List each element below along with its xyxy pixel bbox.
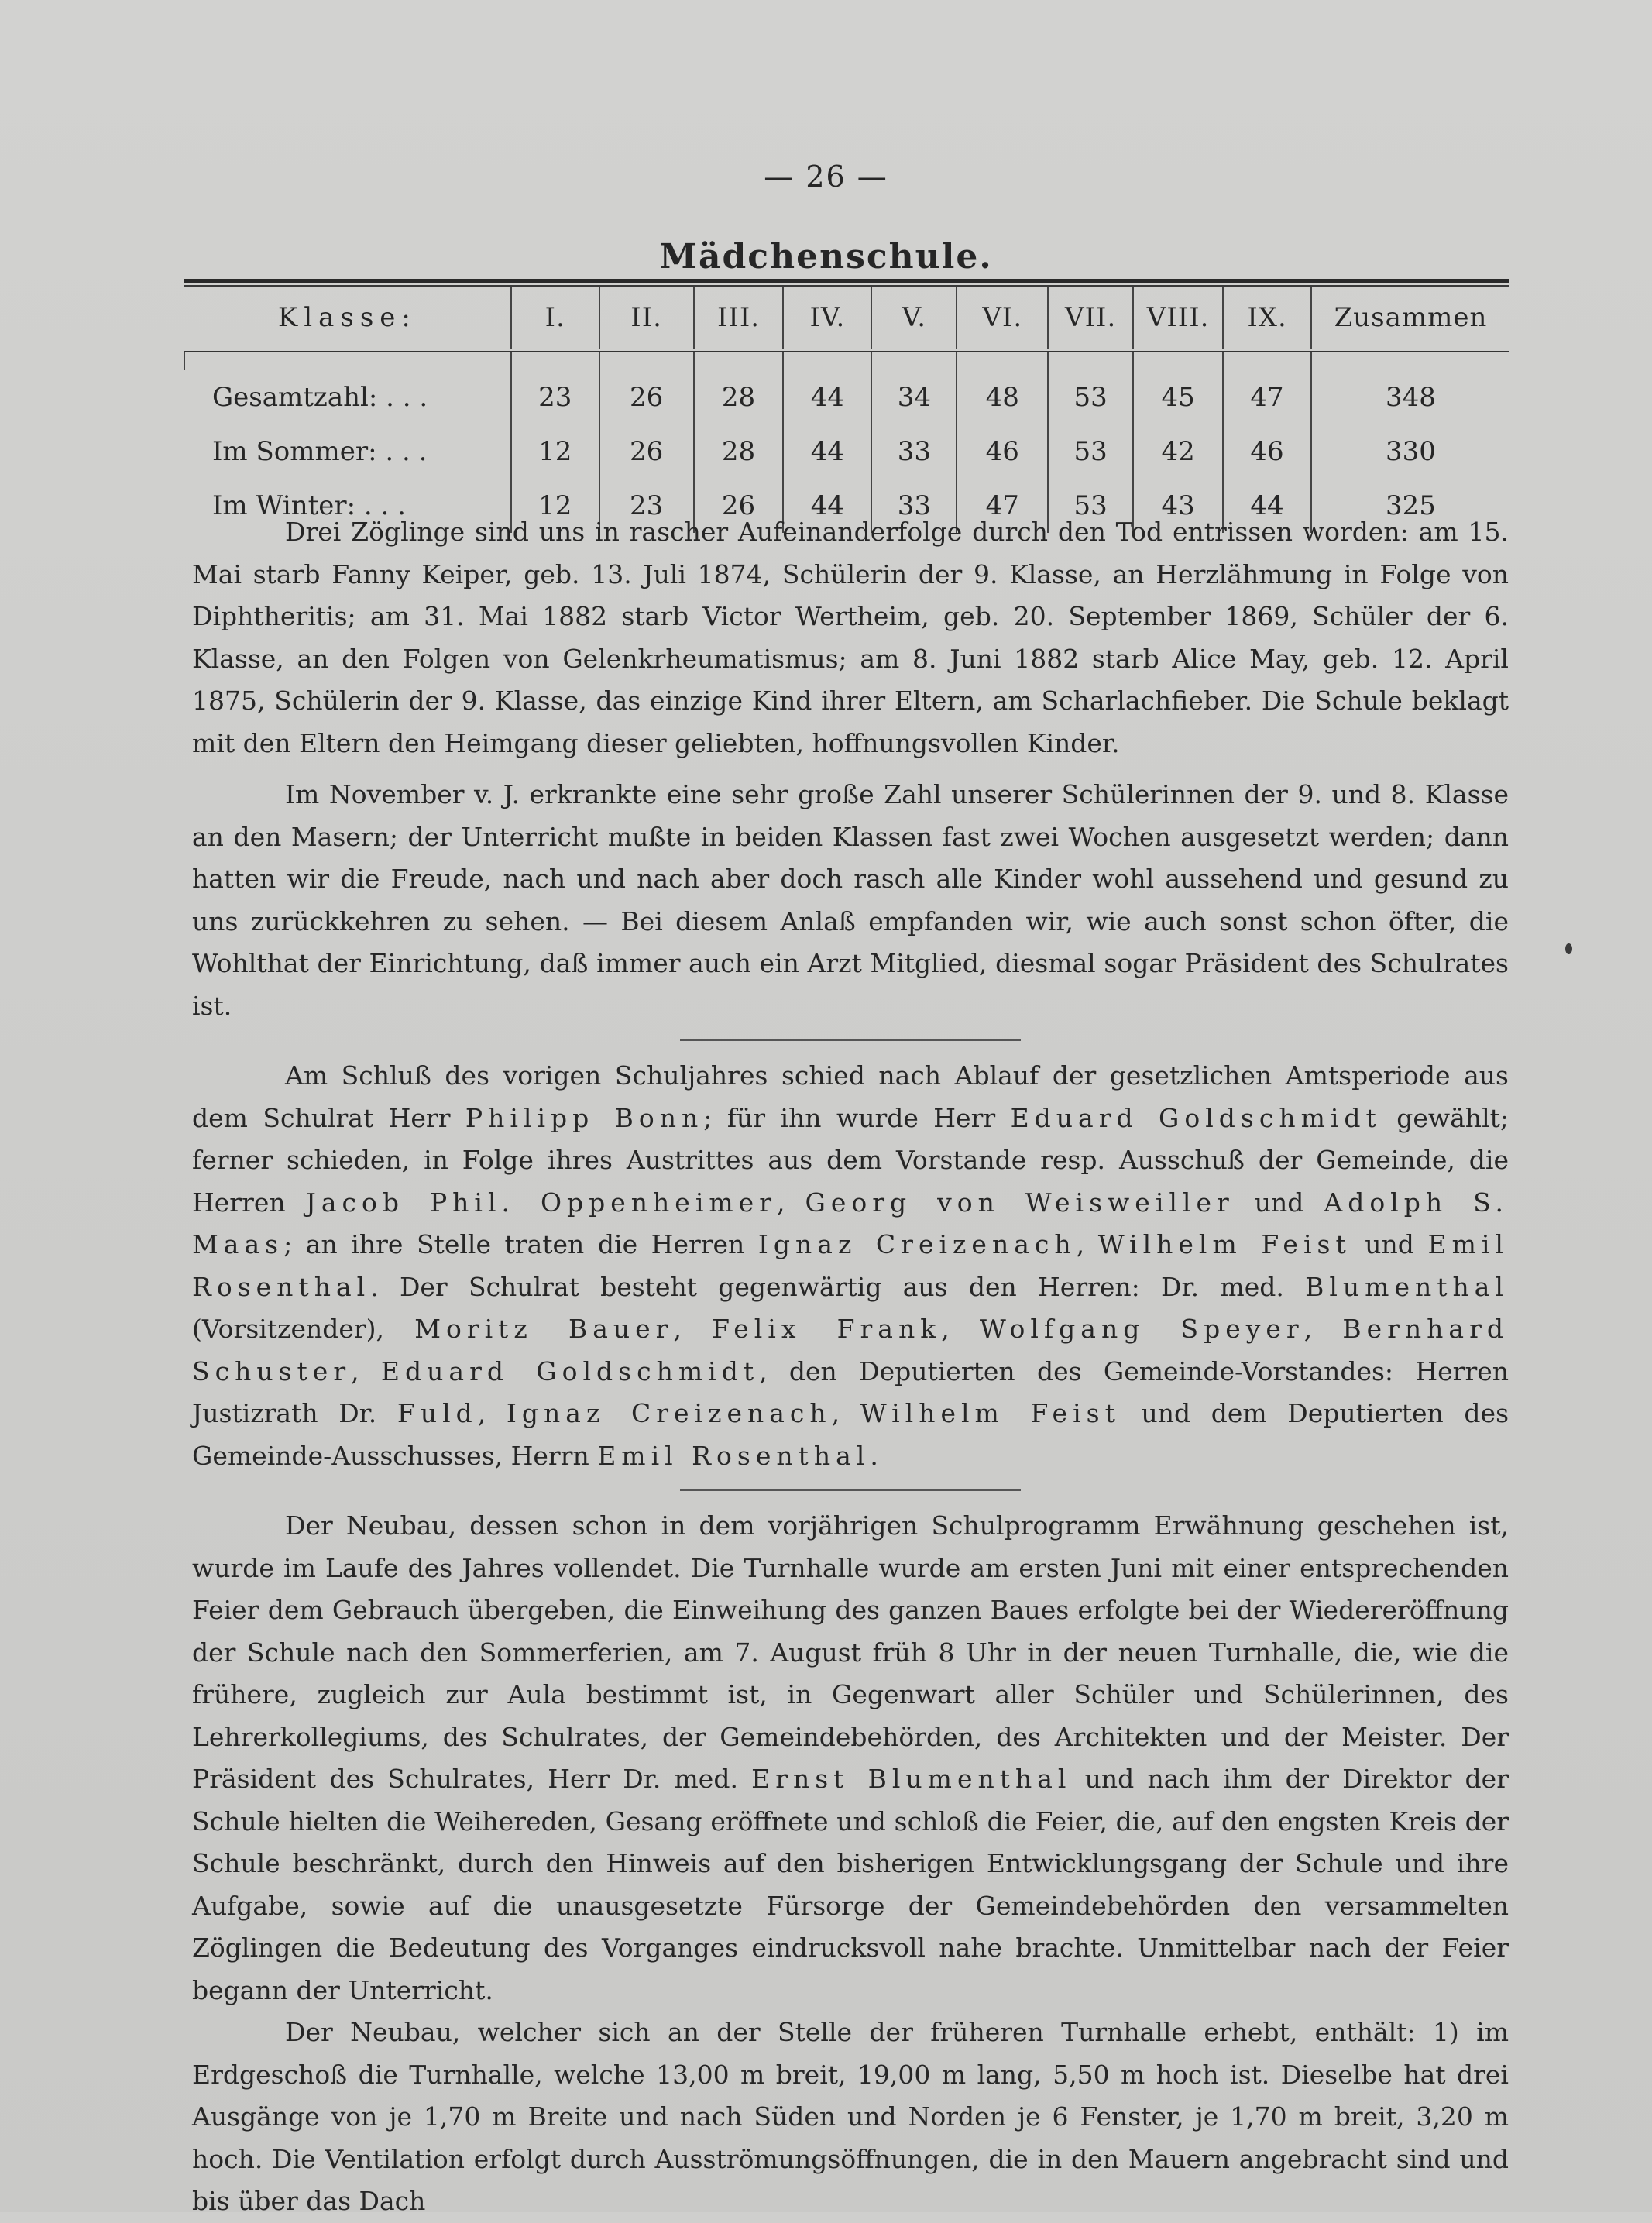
column-header: VII.: [1048, 287, 1133, 350]
column-header: V.: [871, 287, 957, 350]
table-header-row: [184, 287, 1509, 350]
table-cell: 48: [957, 370, 1048, 424]
table-cell: 26: [599, 370, 694, 424]
table-cell: 44: [783, 370, 871, 424]
body-text: [192, 511, 1509, 2223]
person-name: Ernst Blumenthal: [751, 1764, 1072, 1794]
paragraph-measles: Im November v. J. erkrankte eine sehr große Zahl unserer Schülerinnen der 9. und 8. Klasse an den Masern; der Unterricht mußte in beiden Klassen fast zwei Wochen ausgesetzt werden; dann hatten wir die Freude, nach und nach aber doch rasch alle Kinder wohl aussehend und gesund zu uns zurückkehren zu sehen. — Bei diesem Anlaß empfanden wir, wie auch sonst schon öfter, die Wohlthat der Einrichtung, daß immer auch ein Arzt Mitglied, diesmal sogar Präsident des Schulrates ist.: [192, 779, 1509, 1021]
table-cell: 47: [1223, 370, 1311, 424]
person-name: Emil Rosenthal: [597, 1440, 871, 1471]
table-cell: 330: [1311, 424, 1509, 479]
person-name: Felix Frank: [712, 1314, 942, 1344]
column-header: III.: [694, 287, 784, 350]
column-header: VI.: [957, 287, 1048, 350]
column-header: Zusammen: [1311, 287, 1509, 350]
table-cell: 12: [511, 479, 599, 533]
table-cell: 26: [599, 424, 694, 479]
table-cell: 28: [694, 370, 784, 424]
section-heading: Mädchenschule.: [659, 237, 993, 277]
page-number: — 26 —: [764, 160, 888, 194]
person-name: Fuld: [397, 1398, 478, 1428]
person-name: Wolfgang Speyer: [979, 1314, 1304, 1344]
section-divider: [680, 1489, 1021, 1491]
ink-speck: [1565, 943, 1572, 954]
table-cell: 23: [599, 479, 694, 533]
person-name: Moritz Bauer: [414, 1314, 674, 1344]
person-name: Jacob Phil. Oppenheimer: [305, 1187, 777, 1218]
row-label: Im Sommer: . . .: [212, 436, 428, 467]
person-name: Philipp Bonn: [465, 1102, 704, 1133]
table-row: [184, 370, 1509, 424]
table-cell: 46: [957, 424, 1048, 479]
table-cell: 12: [511, 424, 599, 479]
table-cell: 348: [1311, 370, 1509, 424]
person-name: Georg von Weisweiller: [805, 1187, 1235, 1218]
table-cell: 45: [1133, 370, 1223, 424]
table-top-rule: [184, 279, 1509, 283]
table-cell: 28: [694, 424, 784, 479]
column-header: VIII.: [1133, 287, 1223, 350]
table-cell: 44: [1223, 479, 1311, 533]
row-label: Im Winter: . . .: [212, 490, 406, 521]
table-row: [184, 424, 1509, 479]
person-name: Wilhelm Feist: [1097, 1229, 1351, 1259]
table-cell: 53: [1048, 424, 1133, 479]
person-name: Bernhard Schuster: [192, 1314, 1509, 1386]
paragraph-school-board: Am Schluß des vorigen Schuljahres schied nach Ablauf der gesetzlichen Amtsperiode aus dem Schulrat Herr Philipp Bonn; für ihn wurde Herr Eduard Goldschmidt gewählt; ferner schieden, in Folge ihres Austrittes aus dem Vorstande resp. Ausschuß der Gemeinde, die Herren Jacob Phil. Oppenheimer, Georg von Weisweiller und Adolph S. Maas; an ihre Stelle traten die Herren Ignaz Creizenach, Wilhelm Feist und Emil Rosenthal. Der Schulrat besteht gegenwärtig aus den Herren: Dr. med. Blumenthal (Vorsitzender), Moritz Bauer, Felix Frank, Wolfgang Speyer, Bernhard Schuster, Eduard Goldschmidt, den Deputierten des Gemeinde-Vorstandes: Herren Justizrath Dr. Fuld, Ignaz Creizenach, Wilhelm Feist und dem Deputierten des Gemeinde-Ausschusses, Herrn Emil Rosenthal.: [192, 1060, 1509, 1471]
person-name: Ignaz Creizenach: [757, 1229, 1077, 1259]
table-cell: 42: [1133, 424, 1223, 479]
column-header: Klasse:: [184, 287, 511, 350]
person-name: Wilhelm Feist: [860, 1398, 1121, 1428]
enrollment-table: [184, 287, 1509, 533]
table-cell: 33: [871, 479, 957, 533]
paragraph-deaths: Drei Zöglinge sind uns in rascher Aufeinanderfolge durch den Tod entrissen worden: am 15. Mai starb Fanny Keiper, geb. 13. Juli 1874, Schülerin der 9. Klasse, an Herzlähmung in Folge von Diphtheritis; am 31. Mai 1882 starb Victor Wertheim, geb. 20. September 1869, Schüler der 6. Klasse, an den Folgen von Gelenkrheumatismus; am 8. Juni 1882 starb Alice May, geb. 12. April 1875, Schülerin der 9. Klasse, das einzige Kind ihrer Eltern, am Scharlachfieber. Die Schule beklagt mit den Eltern den Heimgang dieser geliebten, hoffnungsvollen Kinder.: [192, 517, 1509, 758]
column-header: IX.: [1223, 287, 1311, 350]
person-name: Eduard Goldschmidt: [380, 1355, 760, 1386]
column-header: IV.: [783, 287, 871, 350]
paragraph-building-description: Der Neubau, welcher sich an der Stelle der früheren Turnhalle erhebt, enthält: 1) im Erdgeschoß die Turnhalle, welche 13,00 m breit, 19,00 m lang, 5,50 m hoch ist. Dieselbe hat drei Ausgänge von je 1,70 m Breite und nach Süden und Norden je 6 Fenster, je 1,70 m breit, 3,20 m hoch. Die Ventilation erfolgt durch Ausströmungsöffnungen, die in den Mauern angebracht sind und bis über das Dach: [192, 2017, 1509, 2216]
table-cell: 23: [511, 370, 599, 424]
table-cell: 53: [1048, 479, 1133, 533]
row-label: Gesamtzahl: . . .: [212, 382, 428, 413]
person-name: Ignaz Creizenach: [506, 1398, 832, 1428]
person-name: Blumenthal: [1305, 1271, 1509, 1302]
table-cell: 34: [871, 370, 957, 424]
column-header: II.: [599, 287, 694, 350]
person-name: Eduard Goldschmidt: [1010, 1102, 1382, 1133]
table-cell: 44: [783, 479, 871, 533]
table-spacer-row: [184, 350, 1509, 370]
table-cell: 26: [694, 479, 784, 533]
person-name: Emil Rosenthal: [192, 1229, 1509, 1302]
table-cell: 44: [783, 424, 871, 479]
table-cell: 47: [957, 479, 1048, 533]
column-header: I.: [511, 287, 599, 350]
enrollment-table-container: [184, 279, 1509, 533]
table-cell: 43: [1133, 479, 1223, 533]
table-cell: 325: [1311, 479, 1509, 533]
table-cell: 33: [871, 424, 957, 479]
paragraph-new-building: Der Neubau, dessen schon in dem vorjährigen Schulprogramm Erwähnung geschehen ist, wurde im Laufe des Jahres vollendet. Die Turnhalle wurde am ersten Juni mit einer entsprechenden Feier dem Gebrauch übergeben, die Einweihung des ganzen Baues erfolgte bei der Wiedereröffnung der Schule nach den Sommerferien, am 7. August früh 8 Uhr in der neuen Turnhalle, die, wie die frühere, zugleich zur Aula bestimmt ist, in Gegenwart aller Schüler und Schülerinnen, des Lehrerkollegiums, des Schulrates, der Gemeindebehörden, des Architekten und der Meister. Der Präsident des Schulrates, Herr Dr. med. Ernst Blumenthal und nach ihm der Direktor der Schule hielten die Weihereden, Gesang eröffnete und schloß die Feier, die, auf den engsten Kreis der Schule beschränkt, durch den Hinweis auf den bisherigen Entwicklungsgang der Schule und ihre Aufgabe, sowie auf die unausgesetzte Fürsorge der Gemeindebehörden den versammelten Zöglingen die Bedeutung des Vorganges eindrucksvoll nahe brachte. Unmittelbar nach der Feier begann der Unterricht.: [192, 1510, 1509, 2005]
table-cell: 53: [1048, 370, 1133, 424]
table-cell: 46: [1223, 424, 1311, 479]
section-divider: [680, 1039, 1021, 1041]
person-name: Adolph S. Maas: [192, 1187, 1509, 1259]
